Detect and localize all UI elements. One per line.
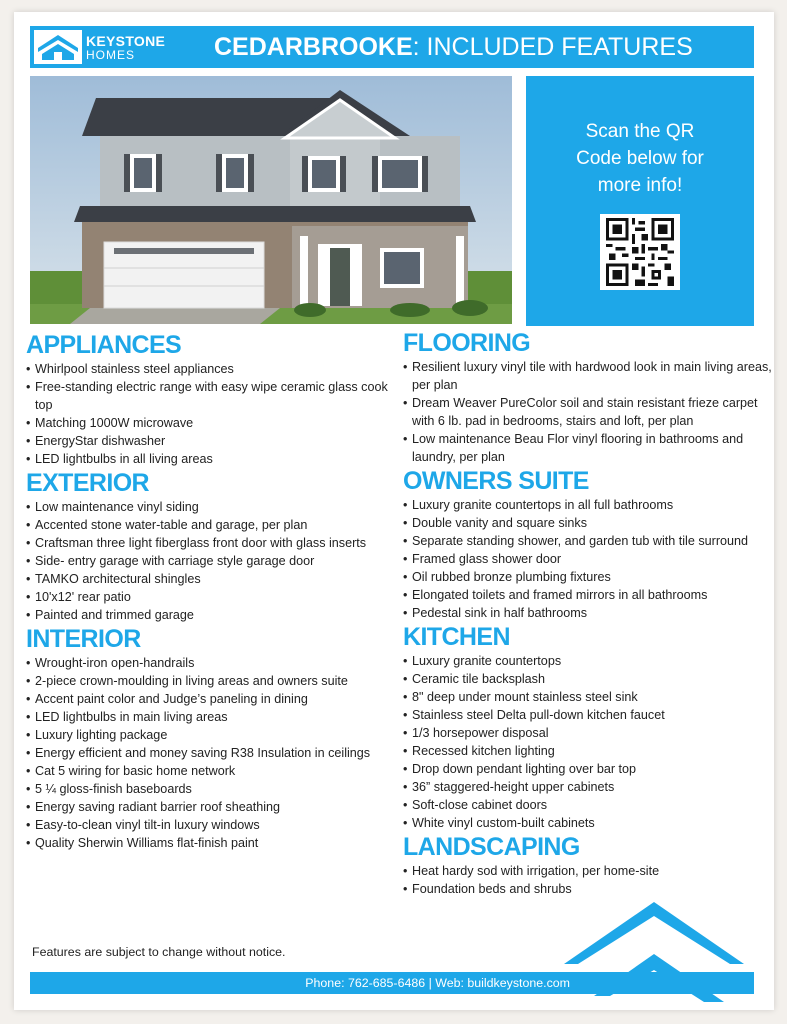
- list-item: • Matching 1000W microwave: [26, 414, 398, 432]
- list-item: • Accented stone water-table and garage, per plan: [26, 516, 398, 534]
- flooring-list: [403, 358, 774, 466]
- list-item: • Free-standing electric range with easy wipe ceramic glass cook top: [26, 378, 398, 414]
- footer-bar: [30, 972, 754, 994]
- landscaping-section: [403, 832, 774, 898]
- qr-line-3: more info!: [597, 175, 683, 196]
- page-title: [214, 32, 693, 62]
- header-bar: [30, 26, 754, 68]
- list-item: • Easy-to-clean vinyl tilt-in luxury windows: [26, 816, 398, 834]
- owners-suite-heading: OWNERS SUITE: [403, 467, 589, 495]
- list-item: • Low maintenance vinyl siding: [26, 498, 398, 516]
- flooring-heading: FLOORING: [403, 329, 531, 357]
- list-item: • Energy saving radiant barrier roof sheathing: [26, 798, 398, 816]
- house-illustration: [30, 76, 512, 324]
- owners-suite-section: [403, 466, 774, 622]
- kitchen-heading: KITCHEN: [403, 623, 510, 651]
- list-item: • Recessed kitchen lighting: [403, 742, 774, 760]
- interior-heading: INTERIOR: [26, 625, 141, 653]
- interior-list: [26, 654, 398, 852]
- list-item: • Luxury granite countertops: [403, 652, 774, 670]
- list-item: • Energy efficient and money saving R38 Insulation in ceilings: [26, 744, 398, 762]
- list-item: • Wrought-iron open-handrails: [26, 654, 398, 672]
- flooring-section: [403, 328, 774, 466]
- page-title-bold: CEDARBROOKE: [214, 33, 413, 61]
- list-item: • Luxury lighting package: [26, 726, 398, 744]
- qr-code-graphic: [604, 218, 676, 286]
- list-item: • Cat 5 wiring for basic home network: [26, 762, 398, 780]
- page-title-rest: : INCLUDED FEATURES: [412, 33, 693, 61]
- owners-suite-list: [403, 496, 774, 622]
- list-item: • Soft-close cabinet doors: [403, 796, 774, 814]
- list-item: • Low maintenance Beau Flor vinyl flooring in bathrooms and laundry, per plan: [403, 430, 774, 466]
- roof-logo-icon: [34, 30, 82, 64]
- appliances-list: [26, 360, 398, 468]
- features-left-column: [26, 330, 398, 852]
- list-item: • Whirlpool stainless steel appliances: [26, 360, 398, 378]
- list-item: • White vinyl custom-built cabinets: [403, 814, 774, 832]
- list-item: • Painted and trimmed garage: [26, 606, 398, 624]
- list-item: • Quality Sherwin Williams flat-finish paint: [26, 834, 398, 852]
- list-item: • TAMKO architectural shingles: [26, 570, 398, 588]
- exterior-list: [26, 498, 398, 624]
- landscaping-heading: LANDSCAPING: [403, 833, 580, 861]
- list-item: • Elongated toilets and framed mirrors in all bathrooms: [403, 586, 774, 604]
- list-item: • Drop down pendant lighting over bar top: [403, 760, 774, 778]
- list-item: • Accent paint color and Judge’s paneling in dining: [26, 690, 398, 708]
- list-item: • Oil rubbed bronze plumbing fixtures: [403, 568, 774, 586]
- exterior-section: [26, 468, 398, 624]
- list-item: • Framed glass shower door: [403, 550, 774, 568]
- logo-subtitle: HOMES: [86, 48, 136, 62]
- list-item: • 1/3 horsepower disposal: [403, 724, 774, 742]
- list-item: • 2-piece crown-moulding in living areas and owners suite: [26, 672, 398, 690]
- list-item: • 8" deep under mount stainless steel sink: [403, 688, 774, 706]
- list-item: • LED lightbulbs in all living areas: [26, 450, 398, 468]
- interior-section: [26, 624, 398, 852]
- list-item: • 36” staggered-height upper cabinets: [403, 778, 774, 796]
- list-item: • Heat hardy sod with irrigation, per home-site: [403, 862, 774, 880]
- list-item: • EnergyStar dishwasher: [26, 432, 398, 450]
- features-right-column: [403, 328, 774, 898]
- list-item: • Dream Weaver PureColor soil and stain resistant frieze carpet with 6 lb. pad in bedrooms, stairs and loft, per plan: [403, 394, 774, 430]
- list-item: • 10'x12' rear patio: [26, 588, 398, 606]
- list-item: • 5 ¼ gloss-finish baseboards: [26, 780, 398, 798]
- list-item: • Craftsman three light fiberglass front door with glass inserts: [26, 534, 398, 552]
- list-item: • Resilient luxury vinyl tile with hardwood look in main living areas, per plan: [403, 358, 774, 394]
- list-item: • Luxury granite countertops in all full bathrooms: [403, 496, 774, 514]
- logo-wordmark: KEYSTONE: [86, 33, 166, 49]
- kitchen-section: [403, 622, 774, 832]
- list-item: • Stainless steel Delta pull-down kitchen faucet: [403, 706, 774, 724]
- flyer-page: [14, 12, 774, 1010]
- list-item: • Double vanity and square sinks: [403, 514, 774, 532]
- qr-line-1: Scan the QR: [585, 121, 695, 142]
- house-photo: [30, 76, 512, 324]
- exterior-heading: EXTERIOR: [26, 469, 149, 497]
- list-item: • Ceramic tile backsplash: [403, 670, 774, 688]
- disclaimer-text: Features are subject to change without notice.: [32, 945, 286, 959]
- qr-line-2: Code below for: [576, 148, 704, 169]
- qr-instructions: [536, 118, 744, 199]
- qr-panel: [526, 76, 754, 326]
- list-item: • Foundation beds and shrubs: [403, 880, 774, 898]
- list-item: • Side- entry garage with carriage style garage door: [26, 552, 398, 570]
- appliances-section: [26, 330, 398, 468]
- keystone-logo[interactable]: [34, 30, 174, 64]
- kitchen-list: [403, 652, 774, 832]
- list-item: • LED lightbulbs in main living areas: [26, 708, 398, 726]
- list-item: • Pedestal sink in half bathrooms: [403, 604, 774, 622]
- list-item: • Separate standing shower, and garden tub with tile surround: [403, 532, 774, 550]
- qr-code-icon[interactable]: [600, 214, 680, 290]
- footer-contact[interactable]: Phone: 762-685-6486 | Web: buildkeystone.com: [305, 976, 570, 990]
- appliances-heading: APPLIANCES: [26, 331, 182, 359]
